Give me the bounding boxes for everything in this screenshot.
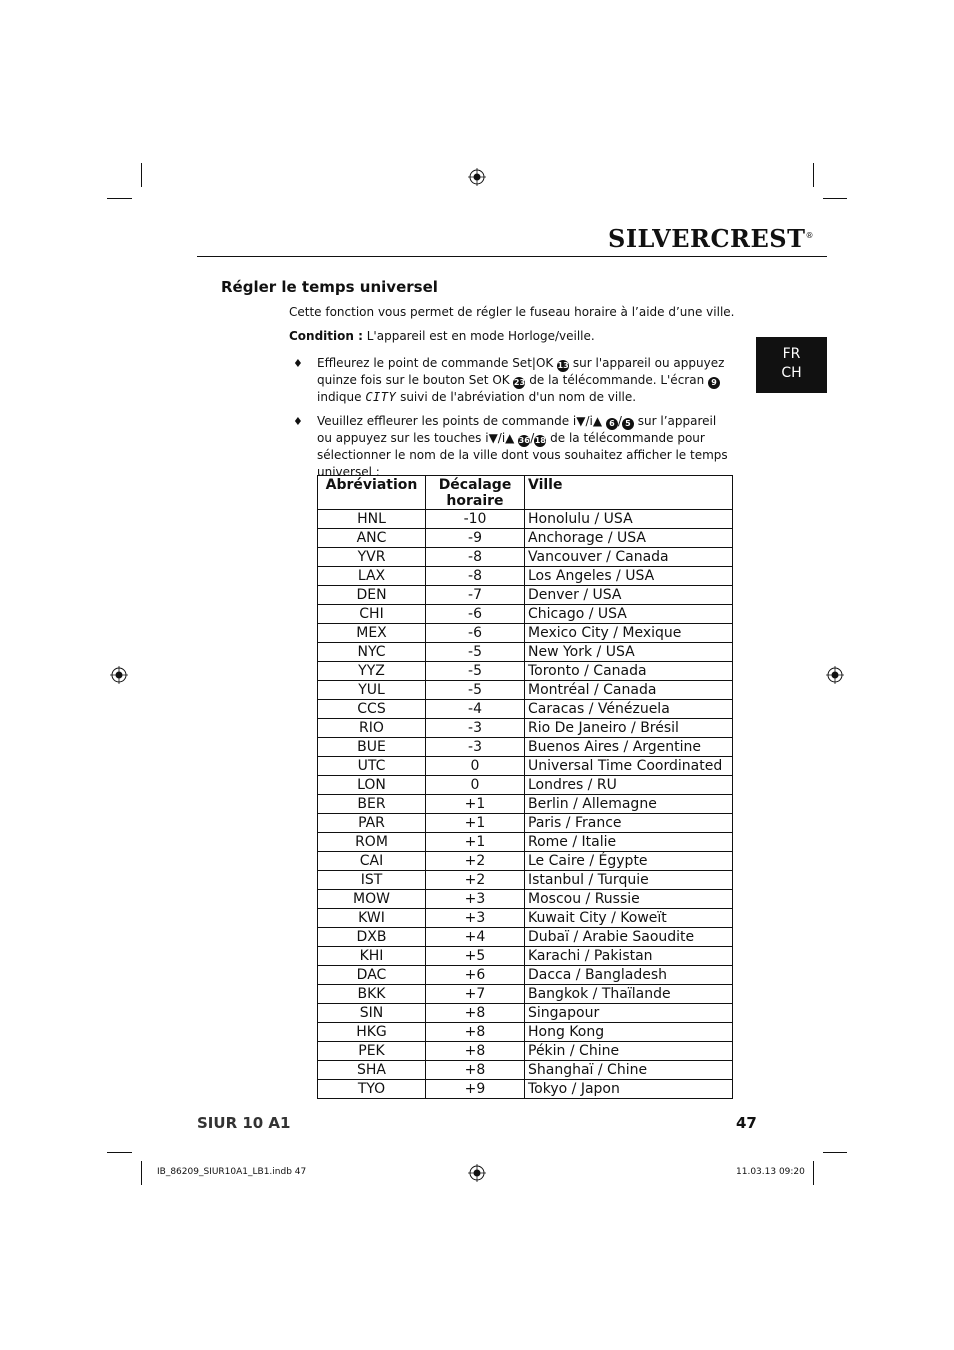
cell-offset: -10 xyxy=(426,510,525,529)
cell-abbreviation: NYC xyxy=(318,643,426,662)
page-number: 47 xyxy=(736,1114,757,1132)
cell-city: Le Caire / Égypte xyxy=(525,852,733,871)
cell-offset: +3 xyxy=(426,890,525,909)
table-row xyxy=(318,985,733,1004)
table-row xyxy=(318,757,733,776)
cell-city: Singapour xyxy=(525,1004,733,1023)
section-title: Régler le temps universel xyxy=(221,278,438,296)
table-row xyxy=(318,567,733,586)
cell-offset: -9 xyxy=(426,529,525,548)
cell-offset: 0 xyxy=(426,776,525,795)
cell-offset: -8 xyxy=(426,548,525,567)
table-row xyxy=(318,1061,733,1080)
cell-offset: -5 xyxy=(426,681,525,700)
language-fr: FR xyxy=(782,346,801,362)
ref-number-icon: 9 xyxy=(708,377,720,389)
table-row xyxy=(318,1004,733,1023)
registration-mark-icon xyxy=(468,1164,486,1182)
crop-mark xyxy=(823,198,847,199)
table-row xyxy=(318,719,733,738)
cell-abbreviation: ANC xyxy=(318,529,426,548)
cell-city: Paris / France xyxy=(525,814,733,833)
cell-city: Montréal / Canada xyxy=(525,681,733,700)
condition-text: L'appareil est en mode Horloge/veille. xyxy=(366,329,595,343)
cell-city: Universal Time Coordinated xyxy=(525,757,733,776)
table-row xyxy=(318,871,733,890)
table-row xyxy=(318,814,733,833)
cell-abbreviation: HNL xyxy=(318,510,426,529)
registration-mark-icon xyxy=(826,666,844,684)
instruction-step-2: Veuillez effleurer les points de commande i▼/i▲ 6 / 5 sur l’appareil ou appuyez sur les touches i▼/i▲ 36/18 de la télécommande pour sélectionner le nom de la ville dont vous souhaitez afficher le temps universel : xyxy=(317,414,728,479)
cell-abbreviation: KHI xyxy=(318,947,426,966)
cell-abbreviation: IST xyxy=(318,871,426,890)
cell-city: Vancouver / Canada xyxy=(525,548,733,567)
step1-text-e: suivi de l'abréviation d'un nom de ville. xyxy=(400,390,637,404)
cell-offset: +7 xyxy=(426,985,525,1004)
table-row xyxy=(318,776,733,795)
table-row xyxy=(318,833,733,852)
cell-city: Caracas / Vénézuela xyxy=(525,700,733,719)
cell-offset: -5 xyxy=(426,662,525,681)
cell-offset: +4 xyxy=(426,928,525,947)
cell-abbreviation: CCS xyxy=(318,700,426,719)
table-row xyxy=(318,1080,733,1099)
header-rule xyxy=(197,256,827,257)
cell-offset: -5 xyxy=(426,643,525,662)
cell-abbreviation: PAR xyxy=(318,814,426,833)
cell-city: Dacca / Bangladesh xyxy=(525,966,733,985)
cell-offset: 0 xyxy=(426,757,525,776)
cell-city: Londres / RU xyxy=(525,776,733,795)
table-row xyxy=(318,738,733,757)
cell-city: Rome / Italie xyxy=(525,833,733,852)
cell-offset: +2 xyxy=(426,871,525,890)
crop-mark xyxy=(813,163,814,187)
cell-abbreviation: SIN xyxy=(318,1004,426,1023)
table-row xyxy=(318,909,733,928)
brand-logo xyxy=(608,224,814,253)
ref-number-icon: 5 xyxy=(622,418,634,430)
ref-number-icon: 23 xyxy=(513,378,526,387)
ref-number-icon: 13 xyxy=(557,361,569,370)
table-row xyxy=(318,890,733,909)
cell-abbreviation: HKG xyxy=(318,1023,426,1042)
table-row xyxy=(318,1023,733,1042)
cell-city: Los Angeles / USA xyxy=(525,567,733,586)
cell-abbreviation: YUL xyxy=(318,681,426,700)
ref-number-icon: 36 xyxy=(518,436,530,445)
cell-abbreviation: DAC xyxy=(318,966,426,985)
table-row xyxy=(318,852,733,871)
cell-offset: +5 xyxy=(426,947,525,966)
cell-city: Karachi / Pakistan xyxy=(525,947,733,966)
cell-city: Bangkok / Thaïlande xyxy=(525,985,733,1004)
step2-text-c: de la télécommande pour sélectionner le nom de la ville dont vous souhaitez afficher le temps universel : xyxy=(317,431,728,479)
table-row xyxy=(318,681,733,700)
cell-abbreviation: YYZ xyxy=(318,662,426,681)
cell-abbreviation: BUE xyxy=(318,738,426,757)
ref-number-icon: 6 xyxy=(606,418,618,430)
instruction-step-1 xyxy=(317,355,732,406)
table-row xyxy=(318,928,733,947)
table-row xyxy=(318,586,733,605)
language-ch: CH xyxy=(781,365,802,381)
cell-offset: -3 xyxy=(426,738,525,757)
crop-mark xyxy=(141,163,142,187)
cell-abbreviation: DEN xyxy=(318,586,426,605)
crop-mark xyxy=(823,1152,847,1153)
intro-text: Cette fonction vous permet de régler le fuseau horaire à l’aide d’une ville. xyxy=(289,305,735,319)
cell-abbreviation: LAX xyxy=(318,567,426,586)
header-offset xyxy=(426,476,525,510)
cell-offset: +1 xyxy=(426,814,525,833)
cell-city: Istanbul / Turquie xyxy=(525,871,733,890)
table-row xyxy=(318,662,733,681)
cell-city: Chicago / USA xyxy=(525,605,733,624)
registered-mark: ® xyxy=(805,231,814,240)
cell-city: Dubaï / Arabie Saoudite xyxy=(525,928,733,947)
table-row xyxy=(318,510,733,529)
cell-offset: -3 xyxy=(426,719,525,738)
lcd-city-text: CITY xyxy=(365,390,397,404)
bullet-icon: ♦ xyxy=(293,357,303,370)
cell-abbreviation: DXB xyxy=(318,928,426,947)
brand-logo-crest: CREST xyxy=(710,224,806,253)
table-header-row xyxy=(318,476,733,510)
cell-abbreviation: BKK xyxy=(318,985,426,1004)
cell-city: Denver / USA xyxy=(525,586,733,605)
ref-number-icon: 18 xyxy=(534,436,546,445)
table-row xyxy=(318,605,733,624)
cell-offset: -8 xyxy=(426,567,525,586)
cell-city: Tokyo / Japon xyxy=(525,1080,733,1099)
table-row xyxy=(318,624,733,643)
date-slug: 11.03.13 09:20 xyxy=(736,1167,805,1177)
cell-offset: -4 xyxy=(426,700,525,719)
cell-offset: -7 xyxy=(426,586,525,605)
bullet-icon: ♦ xyxy=(293,415,303,428)
cell-offset: +8 xyxy=(426,1004,525,1023)
cell-city: Buenos Aires / Argentine xyxy=(525,738,733,757)
cell-city: Rio De Janeiro / Brésil xyxy=(525,719,733,738)
model-number: SIUR 10 A1 xyxy=(197,1114,291,1132)
cell-abbreviation: CHI xyxy=(318,605,426,624)
cell-abbreviation: MOW xyxy=(318,890,426,909)
table-row xyxy=(318,700,733,719)
cell-offset: +1 xyxy=(426,833,525,852)
brand-logo-silver: SILVER xyxy=(608,224,711,253)
cell-abbreviation: MEX xyxy=(318,624,426,643)
cell-offset: +6 xyxy=(426,966,525,985)
cell-city: Berlin / Allemagne xyxy=(525,795,733,814)
header-abbreviation: Abréviation xyxy=(318,476,426,510)
table-row xyxy=(318,548,733,567)
step1-text-d: indique xyxy=(317,390,362,404)
header-offset-line2: horaire xyxy=(446,493,504,509)
step1-text-c: de la télécommande. L'écran xyxy=(529,373,705,387)
cell-abbreviation: TYO xyxy=(318,1080,426,1099)
cell-offset: +2 xyxy=(426,852,525,871)
cell-city: Pékin / Chine xyxy=(525,1042,733,1061)
cell-abbreviation: UTC xyxy=(318,757,426,776)
cell-abbreviation: RIO xyxy=(318,719,426,738)
cell-city: New York / USA xyxy=(525,643,733,662)
table-row xyxy=(318,966,733,985)
table-row xyxy=(318,643,733,662)
crop-mark xyxy=(107,1152,132,1153)
timezone-table xyxy=(317,475,733,1099)
table-row xyxy=(318,529,733,548)
file-slug: IB_86209_SIUR10A1_LB1.indb 47 xyxy=(157,1167,307,1177)
step2-text-b: sur l’appareil ou appuyez sur les touches i▼/i▲ xyxy=(317,414,717,445)
cell-abbreviation: PEK xyxy=(318,1042,426,1061)
language-tab xyxy=(756,337,827,393)
cell-offset: +3 xyxy=(426,909,525,928)
table-row xyxy=(318,947,733,966)
cell-city: Toronto / Canada xyxy=(525,662,733,681)
cell-city: Anchorage / USA xyxy=(525,529,733,548)
crop-mark xyxy=(813,1161,814,1185)
crop-mark xyxy=(141,1161,142,1185)
cell-city: Hong Kong xyxy=(525,1023,733,1042)
cell-abbreviation: CAI xyxy=(318,852,426,871)
cell-abbreviation: BER xyxy=(318,795,426,814)
cell-abbreviation: SHA xyxy=(318,1061,426,1080)
step1-text-a: Effleurez le point de commande Set|OK xyxy=(317,356,554,370)
table-row xyxy=(318,795,733,814)
header-city: Ville xyxy=(525,476,733,510)
table-row xyxy=(318,1042,733,1061)
cell-city: Moscou / Russie xyxy=(525,890,733,909)
cell-offset: +8 xyxy=(426,1023,525,1042)
condition-label: Condition : xyxy=(289,329,363,343)
cell-city: Mexico City / Mexique xyxy=(525,624,733,643)
cell-abbreviation: ROM xyxy=(318,833,426,852)
cell-offset: +1 xyxy=(426,795,525,814)
cell-offset: -6 xyxy=(426,605,525,624)
cell-city: Honolulu / USA xyxy=(525,510,733,529)
cell-offset: +9 xyxy=(426,1080,525,1099)
registration-mark-icon xyxy=(110,666,128,684)
cell-offset: +8 xyxy=(426,1061,525,1080)
crop-mark xyxy=(107,198,132,199)
step2-text-a: Veuillez effleurer les points de commande i▼/i▲ xyxy=(317,414,603,428)
cell-city: Shanghaï / Chine xyxy=(525,1061,733,1080)
condition-line xyxy=(289,328,595,345)
cell-abbreviation: KWI xyxy=(318,909,426,928)
cell-abbreviation: LON xyxy=(318,776,426,795)
cell-abbreviation: YVR xyxy=(318,548,426,567)
step1-text-b: sur l'appareil ou appuyez quinze fois sur le bouton Set OK xyxy=(317,356,725,387)
cell-offset: -6 xyxy=(426,624,525,643)
cell-offset: +8 xyxy=(426,1042,525,1061)
registration-mark-icon xyxy=(468,168,486,186)
header-offset-line1: Décalage xyxy=(438,477,512,493)
cell-city: Kuwait City / Koweït xyxy=(525,909,733,928)
